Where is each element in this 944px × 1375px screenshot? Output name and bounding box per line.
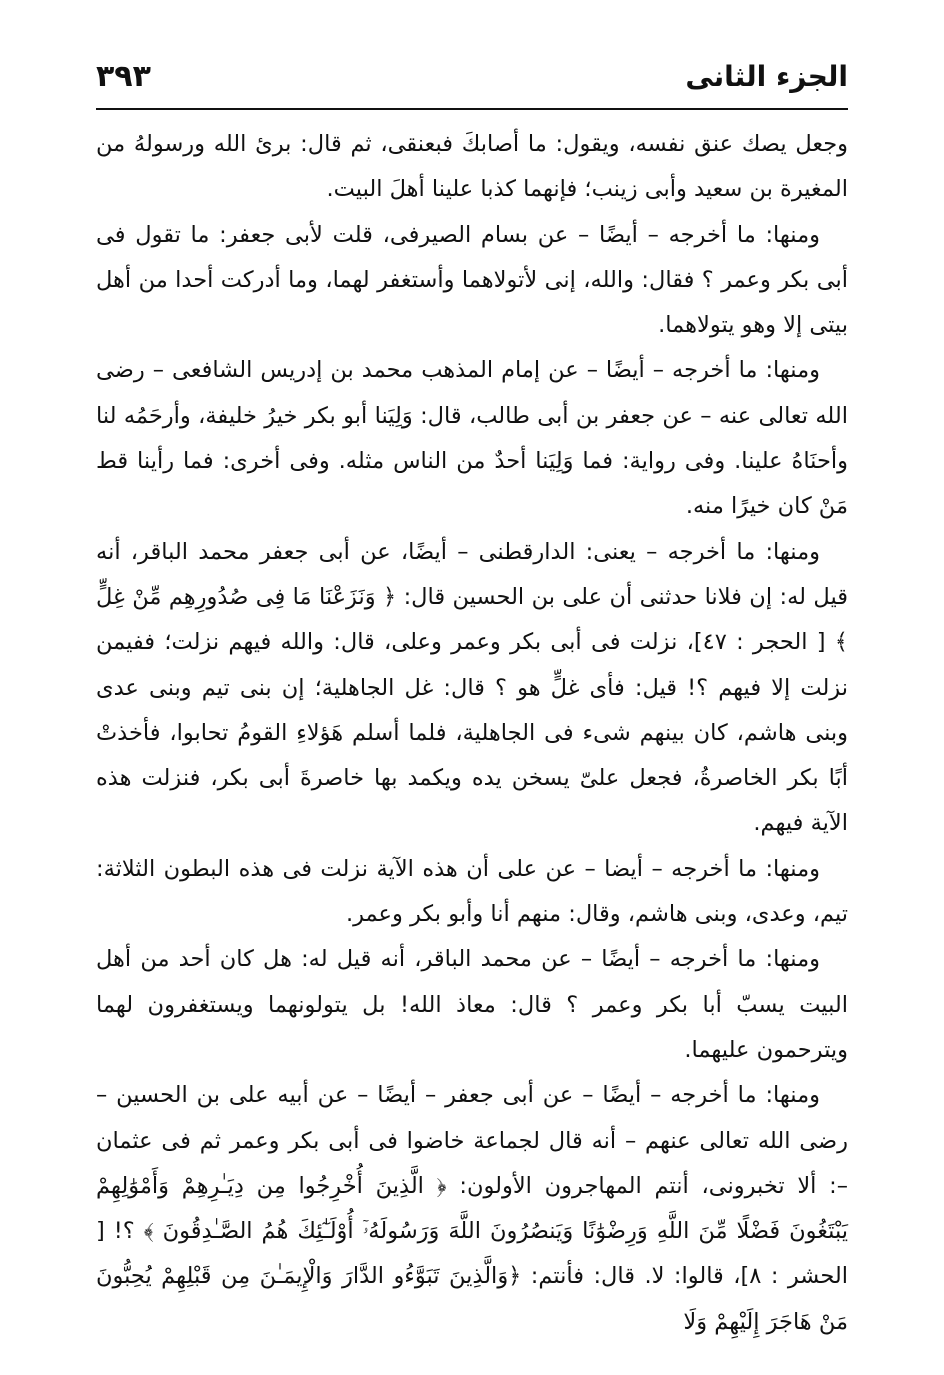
page-header (96, 52, 848, 100)
paragraph: ومنها: ما أخرجه – أيضًا – عن بسام الصيرفى، قلت لأبى جعفر: ما تقول فى أبى بكر وعمر ؟ فقال: والله، إنى لأتولاهما وأستغفر لهما، وما أدركت أحدا من أهل بيتى إلا وهو يتولاهما. (96, 221, 848, 339)
paragraph: ومنها: ما أخرجه – أيضًا – عن محمد الباقر، أنه قيل له: هل كان أحد من أهل البيت يسبّ أبا بكر وعمر ؟ قال: معاذ الله! بل يتولونهما ويستغفرون لهما ويترحمون عليهما. (96, 946, 848, 1063)
paragraph: ومنها: ما أخرجه – أيضا – عن على أن هذه الآية نزلت فى هذه البطون الثلاثة: تيم، وعدى، وبنى هاشم، وقال: منهم أنا وأبو بكر وعمر. (96, 855, 848, 928)
running-title: الجزء الثانى (685, 59, 848, 93)
page-number: ٣٩٣ (96, 58, 151, 94)
paragraph: ومنها: ما أخرجه – أيضًا – عن إمام المذهب محمد بن إدريس الشافعى – رضى الله تعالى عنه – عن جعفر بن أبى طالب، قال: وَلِيَنا أبو بكر خيرُ خليفة، وأرحَمُه لنا وأحنَاهُ علينا. وفى رواية: فما وَلِيَنا أحدٌ من الناس مثله. وفى أخرى: فما رأينا قط مَنْ كان خيرًا منه. (96, 357, 848, 520)
paragraph: ومنها: ما أخرجه – يعنى: الدارقطنى – أيضًا، عن أبى جعفر محمد الباقر، أنه قيل له: إن فلانا حدثنى أن على بن الحسين قال: ﴿ وَنَزَعْنَا مَا فِى صُدُورِهِم مِّنْ غِلٍّ ﴾ [ الحجر : ٤٧]، نزلت فى أبى بكر وعمر وعلى، قال: والله فيهم نزلت؛ ففيمن نزلت إلا فيهم ؟! قيل: فأى غلٍّ هو ؟ قال: غل الجاهلية؛ إن بنى تيم وبنى عدى وبنى هاشم، كان بينهم شىء فى الجاهلية، فلما أسلم هَؤلاءِ القومُ تحابوا، فأخذتْ أبًا بكر الخاصرةُ، فجعل علىّ يسخن يده ويكمد بها خاصرةَ أبى بكر، فنزلت هذه الآية فيهم. (96, 538, 848, 837)
header-rule (96, 108, 848, 110)
paragraph: وجعل يصك عنق نفسه، ويقول: ما أصابكَ فبعنقى، ثم قال: برئ الله ورسولهُ من المغيرة بن سعيد وأبى زينب؛ فإنهما كذبا علينا أهلَ البيت. (96, 131, 848, 203)
paragraph: ومنها: ما أخرجه – أيضًا – عن أبى جعفر – أيضًا – عن أبيه على بن الحسين – رضى الله تعالى عنهم – أنه قال لجماعة خاضوا فى أبى بكر وعمر ثم فى عثمان –: ألا تخبرونى، أنتم المهاجرون الأولون: ﴿ الَّذِينَ أُخْرِجُوا مِن دِيَـٰرِهِمْ وَأَمْوَٰلِهِمْ يَبْتَغُونَ فَضْلًا مِّنَ اللَّهِ وَرِضْوَٰنًا وَيَنصُرُونَ اللَّهَ وَرَسُولَهُۥٓ أُوْلَـٰٓئِكَ هُمُ الصَّـٰدِقُونَ ﴾ ؟! [ الحشر : ٨]، قالوا: لا. قال: فأنتم: ﴿وَالَّذِينَ تَبَوَّءُو الدَّارَ وَالْإِيمَـٰنَ مِن قَبْلِهِمْ يُحِبُّونَ مَنْ هَاجَرَ إِلَيْهِمْ وَلَا (96, 1082, 848, 1335)
body-text (96, 122, 848, 1345)
